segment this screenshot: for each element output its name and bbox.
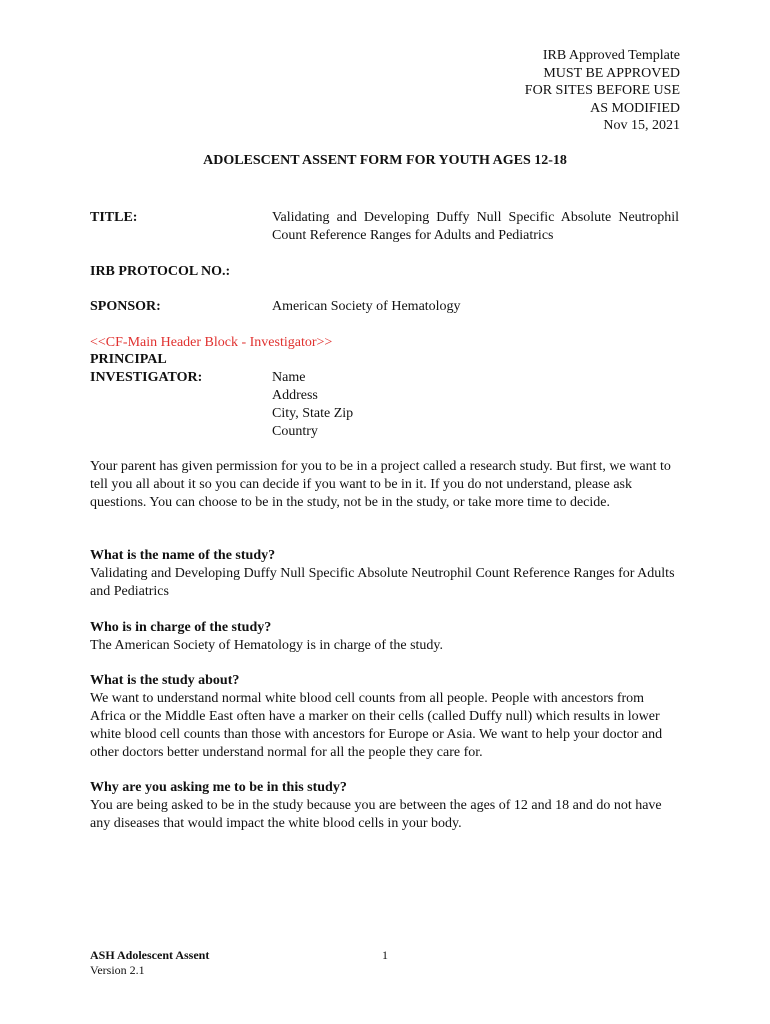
footer-doc-name: ASH Adolescent Assent	[90, 948, 210, 962]
irb-note-line: FOR SITES BEFORE USE	[524, 83, 680, 98]
sponsor-value: American Society of Hematology	[272, 299, 461, 314]
section-question: What is the name of the study?	[90, 548, 276, 563]
irb-approval-note	[525, 47, 680, 135]
form-title: ADOLESCENT ASSENT FORM FOR YOUTH AGES 12-18	[203, 153, 567, 168]
pi-label-line1: PRINCIPAL	[90, 352, 167, 367]
section-answer: Validating and Developing Duffy Null Specific Absolute Neutrophil Count Reference Ranges for Adults and Pediatrics	[90, 566, 675, 599]
section-question: Who is in charge of the study?	[90, 620, 272, 635]
pi-address: Address	[272, 388, 318, 403]
footer-version: Version 2.1	[90, 963, 145, 977]
study-title-value: Validating and Developing Duffy Null Specific Absolute Neutrophil Count Reference Ranges for Adults and Pediatrics	[272, 210, 679, 243]
irb-note-line: AS MODIFIED	[590, 100, 680, 116]
irb-protocol-label: IRB PROTOCOL NO.:	[90, 264, 231, 279]
irb-note-line: MUST BE APPROVED	[543, 65, 680, 81]
pi-label-line2: INVESTIGATOR:	[90, 370, 203, 385]
pi-country: Country	[272, 424, 318, 439]
page-number: 1	[382, 948, 388, 962]
section-answer: We want to understand normal white blood cell counts from all people. People with ancestors from Africa or the Middle East often have a marker on their cells (called Duffy null) which results in lower white blood cell counts than those with ancestors for Europe or Asia. We want to help your doctor and other doctors better understand normal for all the people they care for.	[90, 691, 663, 760]
investigator-placeholder: <<CF-Main Header Block - Investigator>>	[90, 335, 333, 350]
irb-note-line: Nov 15, 2021	[603, 118, 680, 133]
pi-name: Name	[272, 370, 306, 385]
section-question: What is the study about?	[90, 673, 240, 688]
irb-note-line: IRB Approved Template	[542, 48, 680, 63]
pi-city-state-zip: City, State Zip	[272, 406, 354, 421]
sponsor-label: SPONSOR:	[90, 299, 161, 314]
section-answer: The American Society of Hematology is in charge of the study.	[90, 638, 444, 653]
intro-paragraph: Your parent has given permission for you to be in a project called a research study. But first, we want to tell you all about it so you can decide if you want to be in it. If you do not understand, please ask questions. You can choose to be in the study, not be in the study, or take more time to decide.	[90, 459, 671, 510]
section-answer: You are being asked to be in the study because you are between the ages of 12 and 18 and do not have any diseases that would impact the white blood cells in your body.	[90, 798, 662, 831]
title-label: TITLE:	[90, 210, 138, 225]
footer-doc-info	[90, 948, 209, 978]
section-question: Why are you asking me to be in this study?	[90, 780, 347, 795]
